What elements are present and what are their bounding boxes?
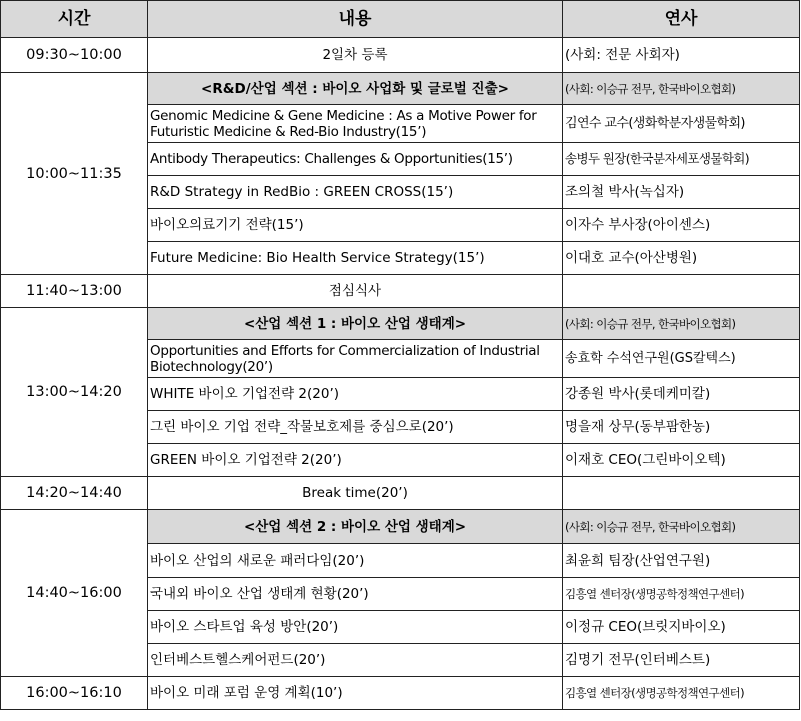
content-cell: 국내외 바이오 산업 생태계 현황(20’) bbox=[148, 578, 563, 611]
time-cell: 09:30~10:00 bbox=[1, 38, 148, 73]
speaker-cell: 이정규 CEO(브릿지바이오) bbox=[563, 611, 800, 644]
time-cell: 16:00~16:10 bbox=[1, 677, 148, 710]
session-title: <R&D/산업 섹션 : 바이오 사업화 및 글로벌 진출> bbox=[148, 73, 563, 105]
speaker-cell: 조의철 박사(녹십자) bbox=[563, 176, 800, 209]
content-cell: 바이오의료기기 전략(15’) bbox=[148, 209, 563, 242]
table-row bbox=[1, 275, 800, 308]
session-moderator: (사회: 이승규 전무, 한국바이오협회) bbox=[563, 73, 800, 105]
content-cell: 그린 바이오 기업 전략_작물보호제를 중심으로(20’) bbox=[148, 411, 563, 444]
speaker-cell: 이재호 CEO(그린바이오텍) bbox=[563, 444, 800, 477]
session-row bbox=[1, 510, 800, 544]
content-cell: Genomic Medicine & Gene Medicine : As a Motive Power for Futuristic Medicine & Red-Bio Industry(15’) bbox=[148, 105, 563, 143]
speaker-cell: 송효학 수석연구원(GS칼텍스) bbox=[563, 340, 800, 378]
speaker-cell: 송병두 원장(한국분자세포생물학회) bbox=[563, 143, 800, 176]
speaker-cell: 강종원 박사(롯데케미칼) bbox=[563, 378, 800, 411]
session-moderator: (사회: 이승규 전무, 한국바이오협회) bbox=[563, 308, 800, 340]
speaker-cell: 이대호 교수(아산병원) bbox=[563, 242, 800, 275]
header-row bbox=[1, 1, 800, 38]
time-cell: 14:20~14:40 bbox=[1, 477, 148, 510]
content-cell: 바이오 산업의 새로운 패러다임(20’) bbox=[148, 544, 563, 578]
content-cell: 점심식사 bbox=[148, 275, 563, 308]
header-content: 내용 bbox=[148, 1, 563, 38]
content-cell: 바이오 스타트업 육성 방안(20’) bbox=[148, 611, 563, 644]
content-cell: WHITE 바이오 기업전략 2(20’) bbox=[148, 378, 563, 411]
content-cell: Antibody Therapeutics: Challenges & Opportunities(15’) bbox=[148, 143, 563, 176]
session-row bbox=[1, 308, 800, 340]
speaker-cell: 김흥열 센터장(생명공학정책연구센터) bbox=[563, 677, 800, 710]
session-title: <산업 섹션 1 : 바이오 산업 생태계> bbox=[148, 308, 563, 340]
header-time: 시간 bbox=[1, 1, 148, 38]
content-cell: 2일차 등록 bbox=[148, 38, 563, 73]
table-row bbox=[1, 677, 800, 710]
speaker-cell: (사회: 전문 사회자) bbox=[563, 38, 800, 73]
header-speaker: 연사 bbox=[563, 1, 800, 38]
content-cell: 인터베스트헬스케어펀드(20’) bbox=[148, 644, 563, 677]
table-row bbox=[1, 38, 800, 73]
speaker-cell: 명을재 상무(동부팜한농) bbox=[563, 411, 800, 444]
content-cell: Break time(20’) bbox=[148, 477, 563, 510]
time-cell: 14:40~16:00 bbox=[1, 510, 148, 677]
table-row bbox=[1, 477, 800, 510]
speaker-cell: 김연수 교수(생화학분자생물학회) bbox=[563, 105, 800, 143]
speaker-cell: 김명기 전무(인터베스트) bbox=[563, 644, 800, 677]
time-cell: 11:40~13:00 bbox=[1, 275, 148, 308]
time-cell: 10:00~11:35 bbox=[1, 73, 148, 275]
content-cell: Future Medicine: Bio Health Service Strategy(15’) bbox=[148, 242, 563, 275]
content-cell: GREEN 바이오 기업전략 2(20’) bbox=[148, 444, 563, 477]
speaker-cell bbox=[563, 477, 800, 510]
speaker-cell bbox=[563, 275, 800, 308]
session-title: <산업 섹션 2 : 바이오 산업 생태계> bbox=[148, 510, 563, 544]
session-moderator: (사회: 이승규 전무, 한국바이오협회) bbox=[563, 510, 800, 544]
time-cell: 13:00~14:20 bbox=[1, 308, 148, 477]
content-cell: R&D Strategy in RedBio : GREEN CROSS(15’) bbox=[148, 176, 563, 209]
content-cell: 바이오 미래 포럼 운영 계획(10’) bbox=[148, 677, 563, 710]
session-row bbox=[1, 73, 800, 105]
speaker-cell: 김흥열 센터장(생명공학정책연구센터) bbox=[563, 578, 800, 611]
speaker-cell: 최윤희 팀장(산업연구원) bbox=[563, 544, 800, 578]
speaker-cell: 이자수 부사장(아이센스) bbox=[563, 209, 800, 242]
content-cell: Opportunities and Efforts for Commercialization of Industrial Biotechnology(20’) bbox=[148, 340, 563, 378]
